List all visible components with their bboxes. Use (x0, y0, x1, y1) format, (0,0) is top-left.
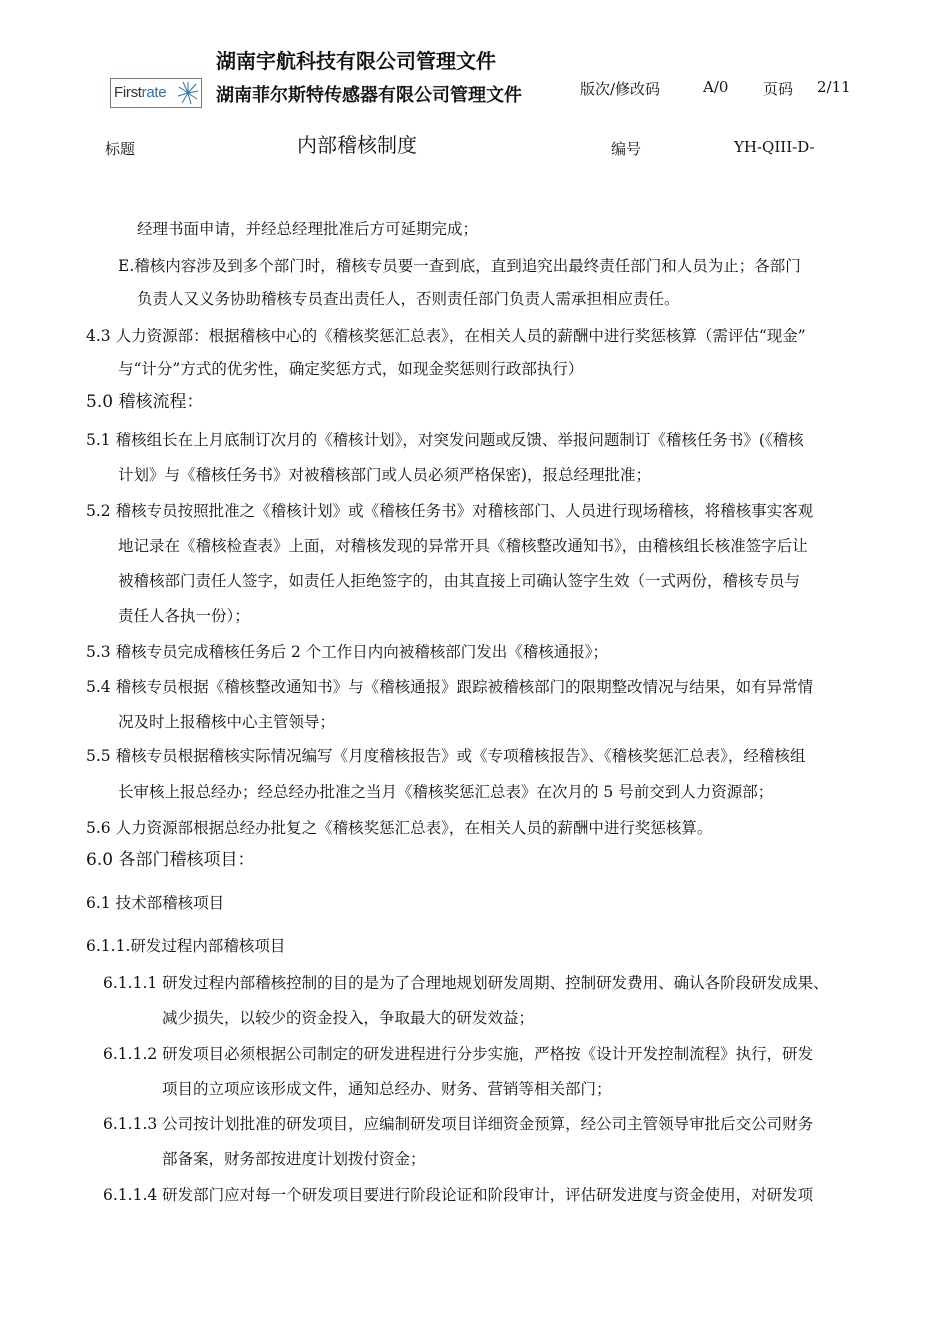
body-line: 部备案，财务部按进度计划拨付资金； (162, 1150, 426, 1168)
company-title-1: 湖南宇航科技有限公司管理文件 (216, 49, 496, 73)
document-title: 内部稽核制度 (297, 133, 417, 157)
subsection-heading: 6.1 技术部稽核项目 (86, 894, 225, 912)
body-line: 被稽核部门责任人签字，如责任人拒绝签字的，由其直接上司确认签字生效（一式两份，稽核专员与 (118, 572, 801, 590)
section-heading: 5.0 稽核流程： (86, 392, 204, 412)
company-title-2: 湖南菲尔斯特传感器有限公司管理文件 (216, 85, 522, 106)
body-line: 况及时上报稽核中心主管领导； (118, 713, 336, 731)
body-line: 5.6 人力资源部根据总经办批复之《稽核奖惩汇总表》，在相关人员的薪酬中进行奖惩核算。 (86, 819, 713, 837)
body-line: 5.5 稽核专员根据稽核实际情况编写《月度稽核报告》或《专项稽核报告》、《稽核奖惩汇总表》，经稽核组 (86, 747, 806, 765)
subsection-heading: 6.1.1.研发过程内部稽核项目 (86, 937, 286, 955)
body-line: 与“计分”方式的优劣性，确定奖惩方式，如现金奖惩则行政部执行） (118, 360, 584, 378)
body-line: 5.3 稽核专员完成稽核任务后 2 个工作日内向被稽核部门发出《稽核通报》； (86, 643, 609, 661)
company-logo (110, 78, 202, 108)
number-label: 编号 (611, 140, 642, 158)
body-line: 4.3 人力资源部：根据稽核中心的《稽核奖惩汇总表》，在相关人员的薪酬中进行奖惩核算（需评估“现金” (86, 327, 806, 345)
title-label: 标题 (105, 140, 136, 158)
body-line: 经理书面申请，并经总经理批准后方可延期完成； (137, 220, 479, 238)
body-line: E.稽核内容涉及到多个部门时，稽核专员要一查到底，直到追究出最终责任部门和人员为止；各部门 (118, 257, 801, 275)
body-line: 6.1.1.1 研发过程内部稽核控制的目的是为了合理地规划研发周期、控制研发费用、确认各阶段研发成果、 (103, 974, 829, 992)
document-number: YH-QIII-D- (734, 138, 815, 156)
body-line: 5.4 稽核专员根据《稽核整改通知书》与《稽核通报》跟踪被稽核部门的限期整改情况与结果，如有异常情 (86, 678, 814, 696)
body-line: 6.1.1.4 研发部门应对每一个研发项目要进行阶段论证和阶段审计，评估研发进度与资金使用，对研发项 (103, 1186, 814, 1204)
logo-text: Firstrate (114, 84, 167, 101)
body-line: 地记录在《稽核检查表》上面，对稽核发现的异常开具《稽核整改通知书》，由稽核组长核准签字后让 (118, 537, 808, 555)
section-heading: 6.0 各部门稽核项目： (86, 850, 255, 870)
starburst-icon (177, 81, 199, 105)
body-line: 6.1.1.3 公司按计划批准的研发项目，应编制研发项目详细资金预算，经公司主管领导审批后交公司财务 (103, 1115, 814, 1133)
version-label: 版次/修改码 (580, 80, 661, 98)
body-line: 长审核上报总经办；经总经办批准之当月《稽核奖惩汇总表》在次月的 5 号前交到人力资源部； (118, 783, 774, 801)
body-line: 项目的立项应该形成文件，通知总经办、财务、营销等相关部门； (162, 1080, 612, 1098)
body-line: 计划》与《稽核任务书》对被稽核部门或人员必须严格保密)，报总经理批准； (118, 466, 652, 484)
body-line: 减少损失，以较少的资金投入，争取最大的研发效益； (162, 1009, 535, 1027)
body-line: 5.2 稽核专员按照批准之《稽核计划》或《稽核任务书》对稽核部门、人员进行现场稽核，将稽核事实客观 (86, 502, 814, 520)
page-label: 页码 (763, 80, 794, 98)
body-line: 责任人各执一份）； (118, 607, 250, 625)
version-value: A/0 (703, 78, 729, 96)
body-line: 负责人又义务协助稽核专员查出责任人，否则责任部门负责人需承担相应责任。 (137, 290, 680, 308)
page-value: 2/11 (817, 78, 851, 96)
body-line: 6.1.1.2 研发项目必须根据公司制定的研发进程进行分步实施，严格按《设计开发控制流程》执行，研发 (103, 1045, 814, 1063)
body-line: 5.1 稽核组长在上月底制订次月的《稽核计划》，对突发问题或反馈、举报问题制订《稽核任务书》(《稽核 (86, 431, 804, 449)
